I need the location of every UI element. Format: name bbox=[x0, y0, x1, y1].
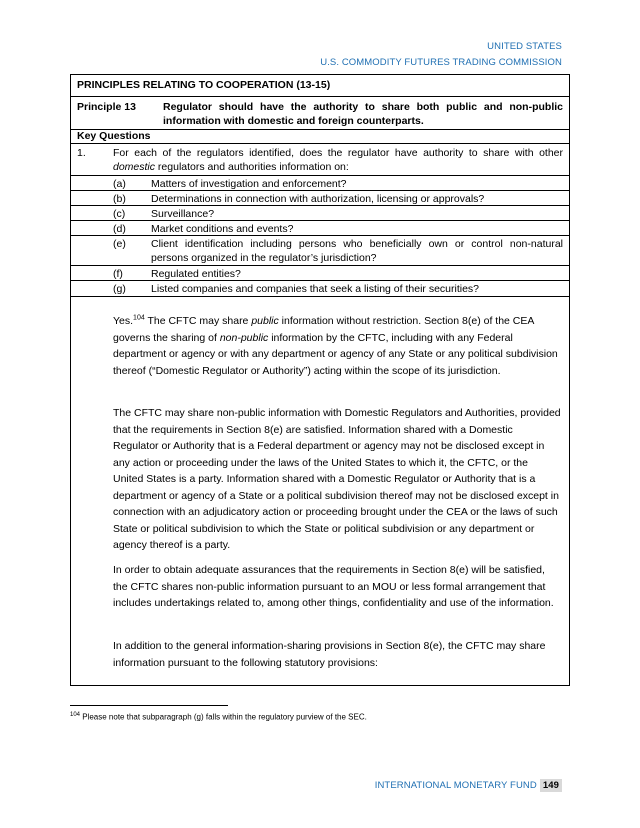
footer-label: INTERNATIONAL MONETARY FUND bbox=[374, 780, 537, 791]
footnote bbox=[70, 712, 367, 722]
subitem-letter: (a) bbox=[113, 178, 126, 190]
answer-yes: Yes. bbox=[113, 315, 134, 327]
subitem-letter: (d) bbox=[113, 223, 126, 235]
principle-label: Principle 13 bbox=[77, 101, 136, 113]
question-1 bbox=[71, 144, 569, 176]
page-footer bbox=[375, 779, 562, 792]
answer-paragraph-1 bbox=[113, 313, 561, 379]
subitem-f bbox=[71, 266, 569, 281]
page-number: 149 bbox=[540, 779, 562, 792]
question-text-emphasis: domestic bbox=[113, 161, 156, 173]
question-text-part: For each of the regulators identified, does the regulator have authority to share with other bbox=[113, 147, 563, 159]
question-text-part: regulators and authorities information on: bbox=[155, 161, 349, 173]
key-questions-heading: Key Questions bbox=[71, 130, 569, 144]
subitem-text: Surveillance? bbox=[151, 208, 215, 220]
subitem-letter: (f) bbox=[113, 268, 123, 280]
subitem-text: Determinations in connection with authorization, licensing or approvals? bbox=[151, 193, 485, 205]
subitem-a bbox=[71, 176, 569, 191]
answer-emphasis: public bbox=[251, 315, 279, 327]
subitem-text: Market conditions and events? bbox=[151, 223, 294, 235]
question-text bbox=[113, 146, 563, 174]
answer-paragraph-2: The CFTC may share non-public information with Domestic Regulators and Authorities, provided that the requirements in Section 8(e) are satisfied. Information shared with a Domestic Regulator or Authority that is a Federal department or agency may not be disclosed except in any action or proceeding under the laws of the United States to which it, the CFTC, or the United States is a party. Information shared with a Domestic Regulator or Authority that is a department or agency of a State or a political subdivision thereof may not be disclosed except in connection with an adjudicatory action or proceeding brought under the CEA or the laws of such State or political subdivision to which the State or political subdivision or any department or agency thereof is a party. bbox=[113, 407, 561, 551]
subitem-letter: (b) bbox=[113, 193, 126, 205]
principle-row bbox=[71, 97, 569, 130]
subitem-e bbox=[71, 236, 569, 266]
subitem-d bbox=[71, 221, 569, 236]
principle-text: Regulator should have the authority to share both public and non-public information with domestic and foreign counterparts. bbox=[163, 101, 563, 127]
table-title: PRINCIPLES RELATING TO COOPERATION (13-15) bbox=[71, 75, 569, 97]
question-number: 1. bbox=[77, 147, 86, 159]
answer-text: The CFTC may share bbox=[144, 315, 252, 327]
subitem-letter: (g) bbox=[113, 283, 126, 295]
answer-emphasis: non-public bbox=[219, 331, 269, 344]
subitem-text: Listed companies and companies that seek a listing of their securities? bbox=[151, 283, 480, 295]
subitem-text: Matters of investigation and enforcement? bbox=[151, 178, 347, 190]
subitem-letter: (e) bbox=[113, 238, 126, 250]
subitem-b bbox=[71, 191, 569, 206]
header-agency: U.S. COMMODITY FUTURES TRADING COMMISSION bbox=[320, 57, 562, 68]
subitem-g bbox=[71, 281, 569, 297]
subitem-text: Regulated entities? bbox=[151, 268, 241, 280]
subitem-letter: (c) bbox=[113, 208, 126, 220]
header-country: UNITED STATES bbox=[487, 41, 562, 52]
footnote-ref: 104 bbox=[133, 314, 145, 322]
footnote-text: Please note that subparagraph (g) falls within the regulatory purview of the SEC. bbox=[80, 712, 367, 722]
answer-text: information without restriction. Section 8(e) of the CEA governs the sharing of bbox=[113, 315, 534, 344]
subitem-text: Client identification including persons who beneficially own or control non-natural persons organized in the regulator’s jurisdiction? bbox=[151, 238, 563, 264]
subitem-c bbox=[71, 206, 569, 221]
answer-text: information by the CFTC, including with any Federal department or agency or with any department or agency of any State or any political subdivision thereof (“Domestic Regulator or Authority”) acting within the scope of its jurisdiction. bbox=[113, 331, 558, 377]
footnote-number: 104 bbox=[70, 712, 81, 718]
principle-table bbox=[70, 74, 570, 686]
answer-paragraph-3: In order to obtain adequate assurances that the requirements in Section 8(e) will be satisfied, the CFTC shares non-public information pursuant to an MOU or less formal arrangement that includes undertakings related to, among other things, confidentiality and use of the information. bbox=[113, 564, 554, 609]
footnote-divider bbox=[70, 705, 228, 706]
answer-paragraph-4: In addition to the general information-sharing provisions in Section 8(e), the CFTC may share information pursuant to the following statutory provisions: bbox=[113, 640, 546, 669]
